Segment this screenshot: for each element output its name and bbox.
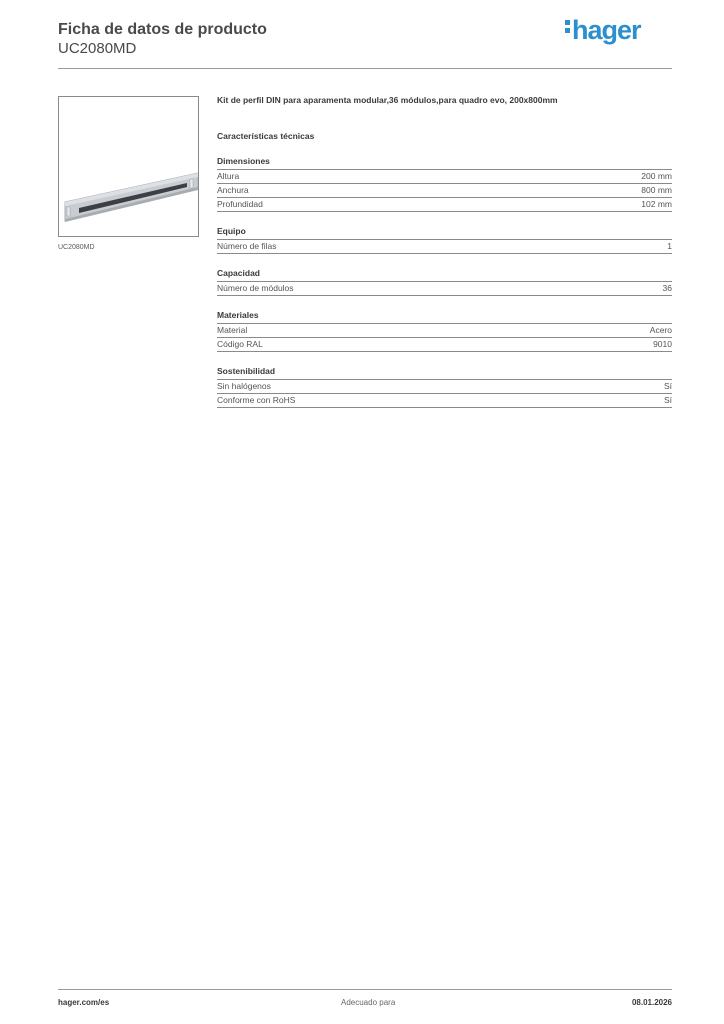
- spec-value: Acero: [649, 325, 672, 335]
- section-dimensiones: [217, 156, 672, 212]
- spec-row: [217, 394, 672, 408]
- spec-value: 102 mm: [641, 199, 672, 209]
- section-materiales: [217, 310, 672, 352]
- product-description: Kit de perfil DIN para aparamenta modular,36 módulos,para quadro evo, 200x800mm: [217, 95, 558, 105]
- tech-heading: Características técnicas: [217, 131, 315, 141]
- spec-value: 800 mm: [641, 185, 672, 195]
- footer-center-text: Adecuado para: [341, 998, 396, 1007]
- spec-value: Sí: [663, 381, 672, 391]
- spec-row: [217, 338, 672, 352]
- footer-website-link[interactable]: hager.com/es: [58, 998, 110, 1007]
- spec-row: [217, 198, 672, 212]
- section-title: Sostenibilidad: [217, 366, 672, 380]
- spec-label: Material: [217, 325, 248, 335]
- spec-label: Anchura: [217, 185, 249, 195]
- spec-row: [217, 240, 672, 254]
- spec-row: [217, 184, 672, 198]
- spec-row: [217, 380, 672, 394]
- section-title: Dimensiones: [217, 156, 672, 170]
- section-sostenibilidad: [217, 366, 672, 408]
- spec-row: [217, 324, 672, 338]
- spec-value: 36: [662, 283, 672, 293]
- page-title: Ficha de datos de producto: [58, 21, 267, 38]
- spec-row: [217, 170, 672, 184]
- footer-date: 08.01.2026: [631, 998, 672, 1007]
- spec-label: Profundidad: [217, 199, 263, 209]
- product-image: [58, 96, 199, 237]
- spec-label: Código RAL: [217, 339, 263, 349]
- logo-dots-icon: [565, 17, 570, 36]
- spec-value: Sí: [663, 395, 672, 405]
- section-title: Capacidad: [217, 268, 672, 282]
- spec-row: [217, 282, 672, 296]
- spec-value: 1: [667, 241, 672, 251]
- section-capacidad: [217, 268, 672, 296]
- footer-divider: [58, 989, 672, 990]
- section-title: Equipo: [217, 226, 672, 240]
- spec-label: Conforme con RoHS: [217, 395, 296, 405]
- section-equipo: [217, 226, 672, 254]
- product-details: [217, 93, 672, 408]
- product-code: UC2080MD: [58, 40, 137, 57]
- hager-logo: [565, 15, 641, 46]
- spec-label: Número de módulos: [217, 283, 294, 293]
- spec-label: Altura: [217, 171, 240, 181]
- din-rail-kit-photo-icon: [59, 97, 198, 236]
- logo-text: hager: [572, 15, 641, 45]
- section-title: Materiales: [217, 310, 672, 324]
- spec-label: Sin halógenos: [217, 381, 271, 391]
- spec-value: 9010: [653, 339, 672, 349]
- header-divider: [58, 68, 672, 69]
- image-caption: UC2080MD: [58, 244, 95, 251]
- spec-value: 200 mm: [641, 171, 672, 181]
- spec-label: Número de filas: [217, 241, 277, 251]
